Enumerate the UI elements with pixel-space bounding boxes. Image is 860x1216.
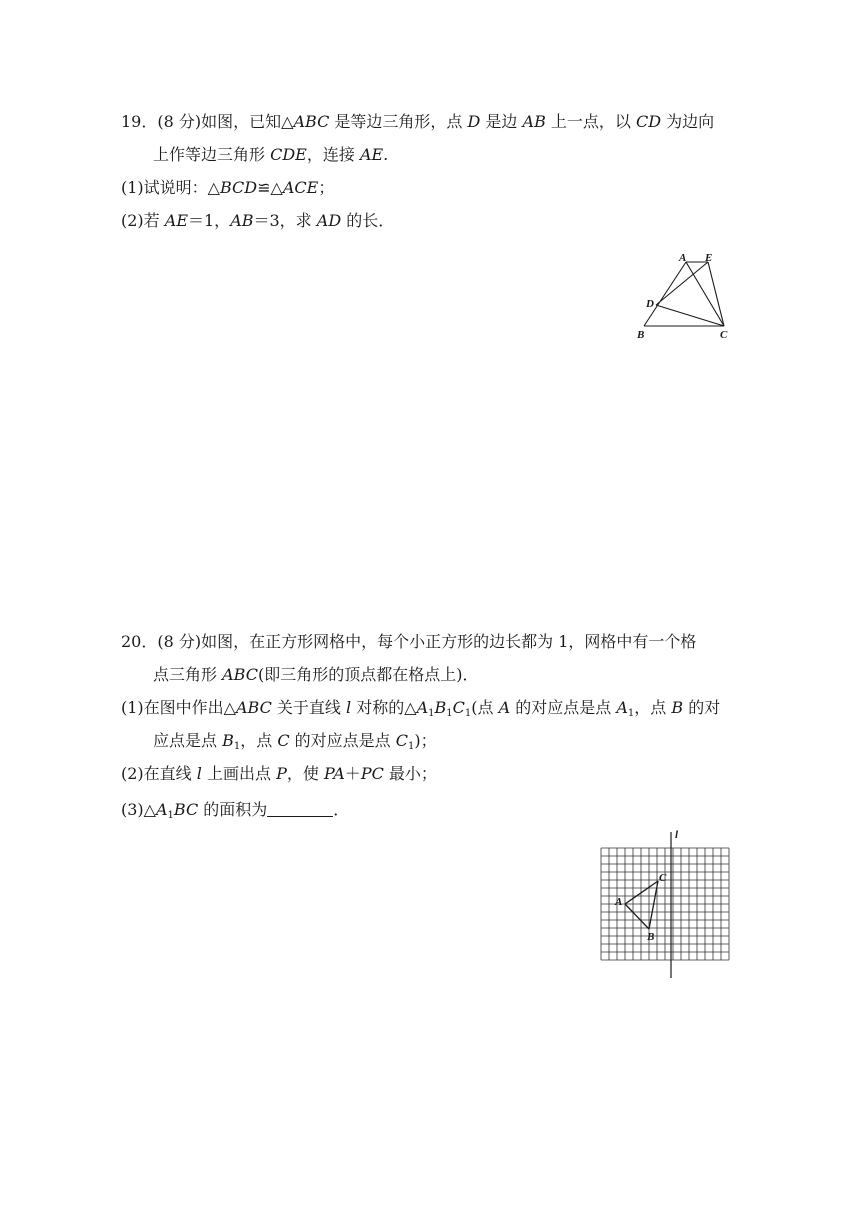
q19-line2: 上作等边三角形 CDE，连接 AE. (153, 145, 389, 164)
seg-BA (625, 904, 649, 929)
q20-part3: $(3)\triangle A_1BC$ 的面积为 ． (121, 800, 350, 821)
label-l: l (675, 829, 679, 841)
label-B: B (647, 931, 655, 943)
q19-figure (630, 245, 740, 345)
q20-part2: (2)在直线 l 上画出点 P，使 PA＋PC 最小； (121, 764, 437, 783)
q19-part1: (1)试说明：△BCD≌△ACE； (121, 178, 335, 197)
seg-AC (625, 881, 658, 904)
label-A: A (679, 252, 687, 264)
label-A: A (615, 896, 623, 908)
seg-EC (708, 262, 724, 326)
q20-grid-figure (596, 825, 736, 985)
answer-blank[interactable] (267, 802, 333, 817)
q20-part1-cont: 应点是点 $B_1$，点 C 的对应点是点 $C_1$)； (153, 731, 437, 752)
label-C: C (720, 329, 728, 341)
question-number: 20． (121, 632, 158, 651)
q19-line1: 19．(8 分)如图，已知△ABC 是等边三角形，点 D 是边 AB 上一点，以 CD 为边向 (121, 112, 715, 131)
question-score: (8 分) (157, 632, 202, 651)
q20-line2: 点三角形 ABC(即三角形的顶点都在格点上)． (153, 665, 479, 684)
question-score: (8 分) (157, 112, 202, 131)
label-E: E (705, 252, 713, 264)
question-number: 19． (121, 112, 158, 131)
seg-AB (644, 262, 686, 326)
q20-line1: 20．(8 分)如图，在正方形网格中，每个小正方形的边长都为 1，网格中有一个格 (121, 632, 697, 651)
q19-part2: (2)若 AE＝1，AB＝3，求 AD 的长． (121, 211, 395, 230)
label-D: D (646, 298, 654, 310)
label-B: B (637, 329, 645, 341)
label-C: C (659, 872, 667, 884)
q20-part1: (1)在图中作出△ABC 关于直线 l 对称的$\triangle A_1B_1C_1$(点 A 的对应点是点 $A_1$，点 B 的对 (121, 698, 721, 719)
